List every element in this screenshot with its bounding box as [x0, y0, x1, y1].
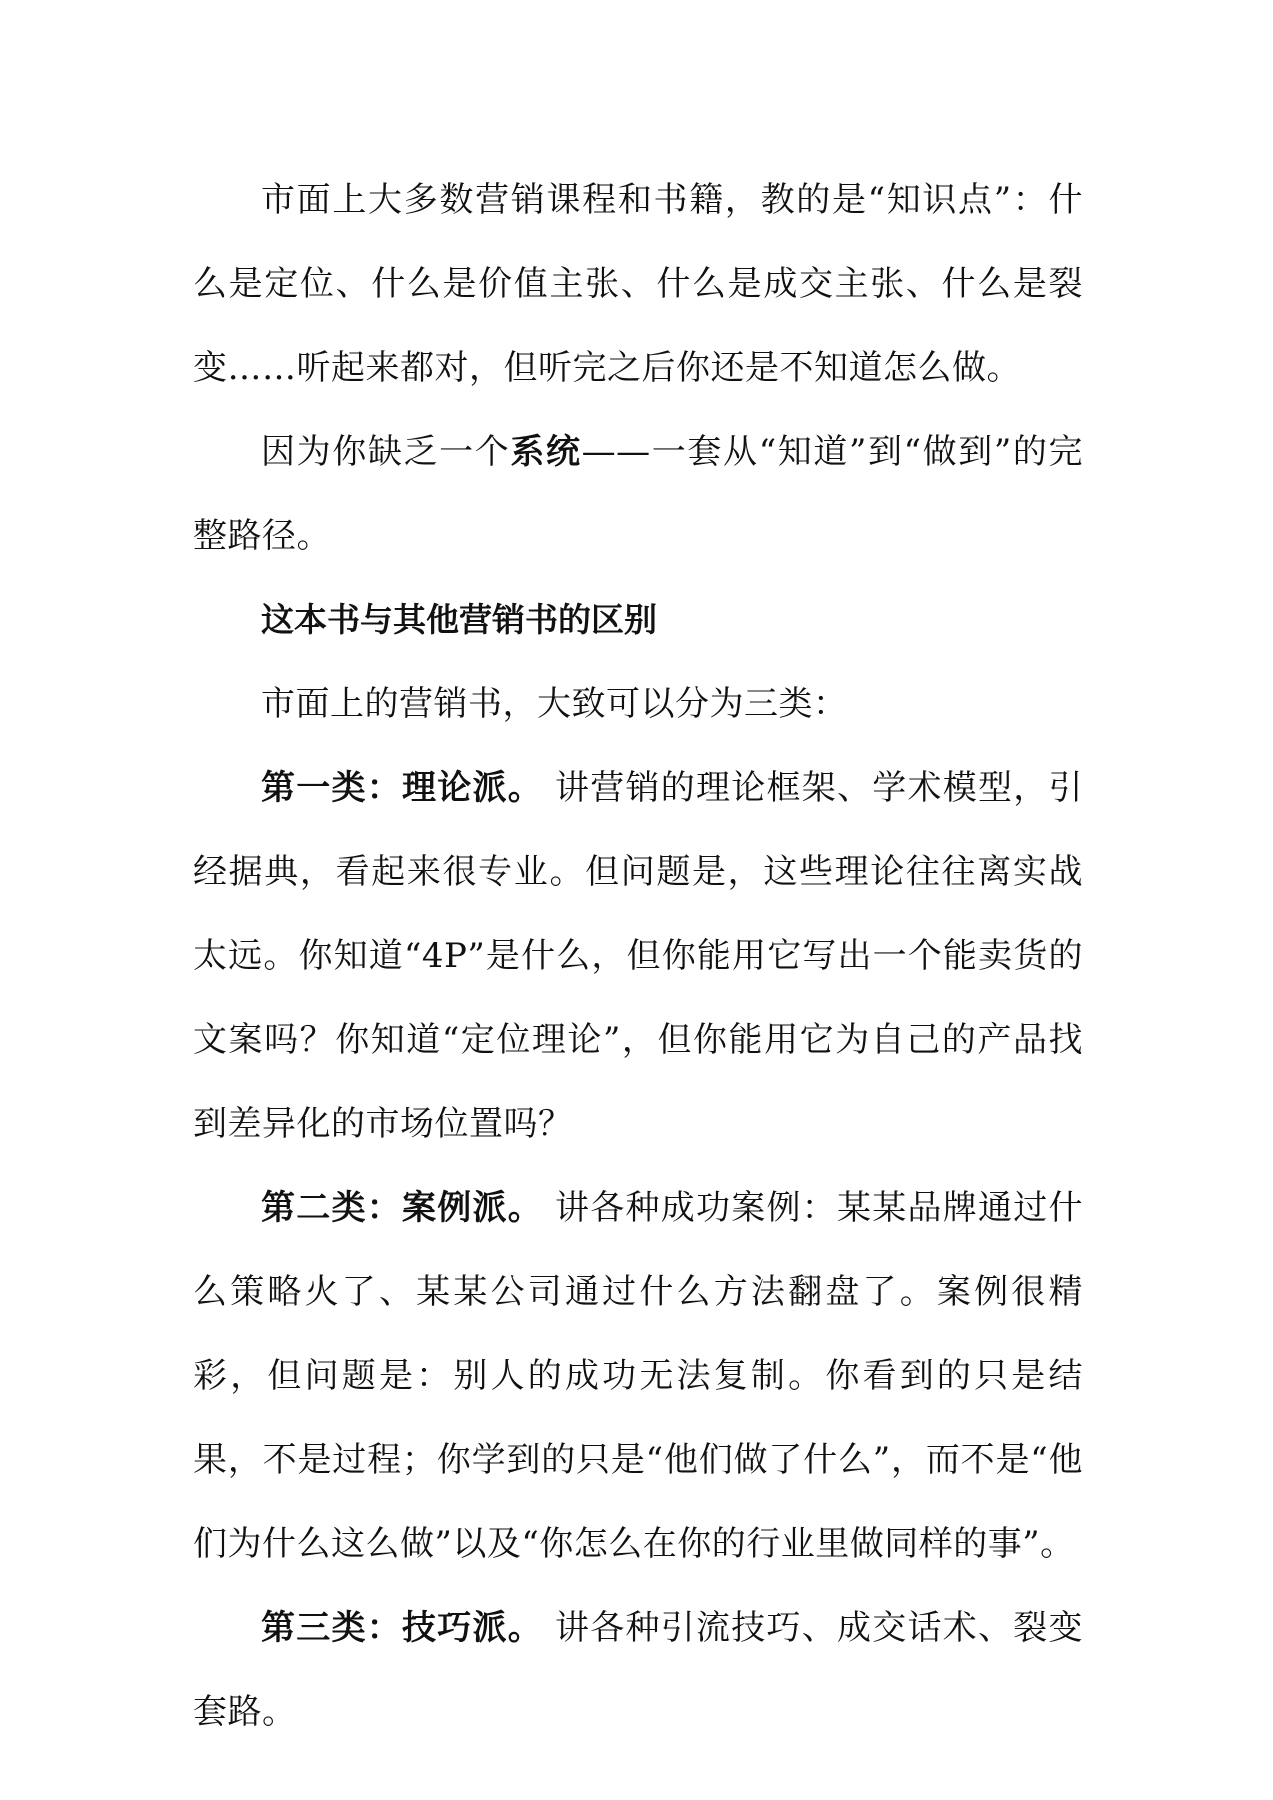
paragraph-text: ——一套从“知道”到“做到”的完整路径。: [193, 432, 1084, 556]
paragraph-technique-school: [193, 1586, 1083, 1754]
paragraph-three-types: 市面上的营销书，大致可以分为三类：: [261, 684, 848, 724]
lead-technique-school: 第三类：技巧派。: [261, 1608, 543, 1648]
lead-theory-school: 第一类：理论派。: [261, 768, 543, 808]
paragraph-case-school: [193, 1166, 1083, 1586]
paragraph-theory-school: [193, 746, 1083, 1166]
bold-keyword-system: 系统: [510, 432, 582, 472]
paragraph-knowledge-points: 市面上大多数营销课程和书籍，教的是“知识点”：什么是定位、什么是价值主张、什么是成交主张、什么是裂变……听起来都对，但听完之后你还是不知道怎么做。: [193, 180, 1083, 388]
document-page: [193, 158, 1083, 1754]
paragraph-text: 讲营销的理论框架、学术模型，引经据典，看起来很专业。但问题是，这些理论往往离实战太远。你知道“4P”是什么，但你能用它写出一个能卖货的文案吗？你知道“定位理论”，但你能用它为自己的产品找到差异化的市场位置吗？: [193, 768, 1084, 1144]
section-heading: 这本书与其他营销书的区别: [261, 600, 657, 639]
paragraph-text: 讲各种引流技巧、成交话术、裂变套路。: [193, 1608, 1084, 1732]
lead-case-school: 第二类：案例派。: [261, 1188, 543, 1228]
paragraph-lack-of-system: [193, 410, 1083, 578]
paragraph-text: 因为你缺乏一个: [261, 432, 511, 472]
paragraph-text: 讲各种成功案例：某某品牌通过什么策略火了、某某公司通过什么方法翻盘了。案例很精彩，但问题是：别人的成功无法复制。你看到的只是结果，不是过程；你学到的只是“他们做了什么”，而不是“他们为什么这么做”以及“你怎么在你的行业里做同样的事”。: [193, 1188, 1084, 1564]
